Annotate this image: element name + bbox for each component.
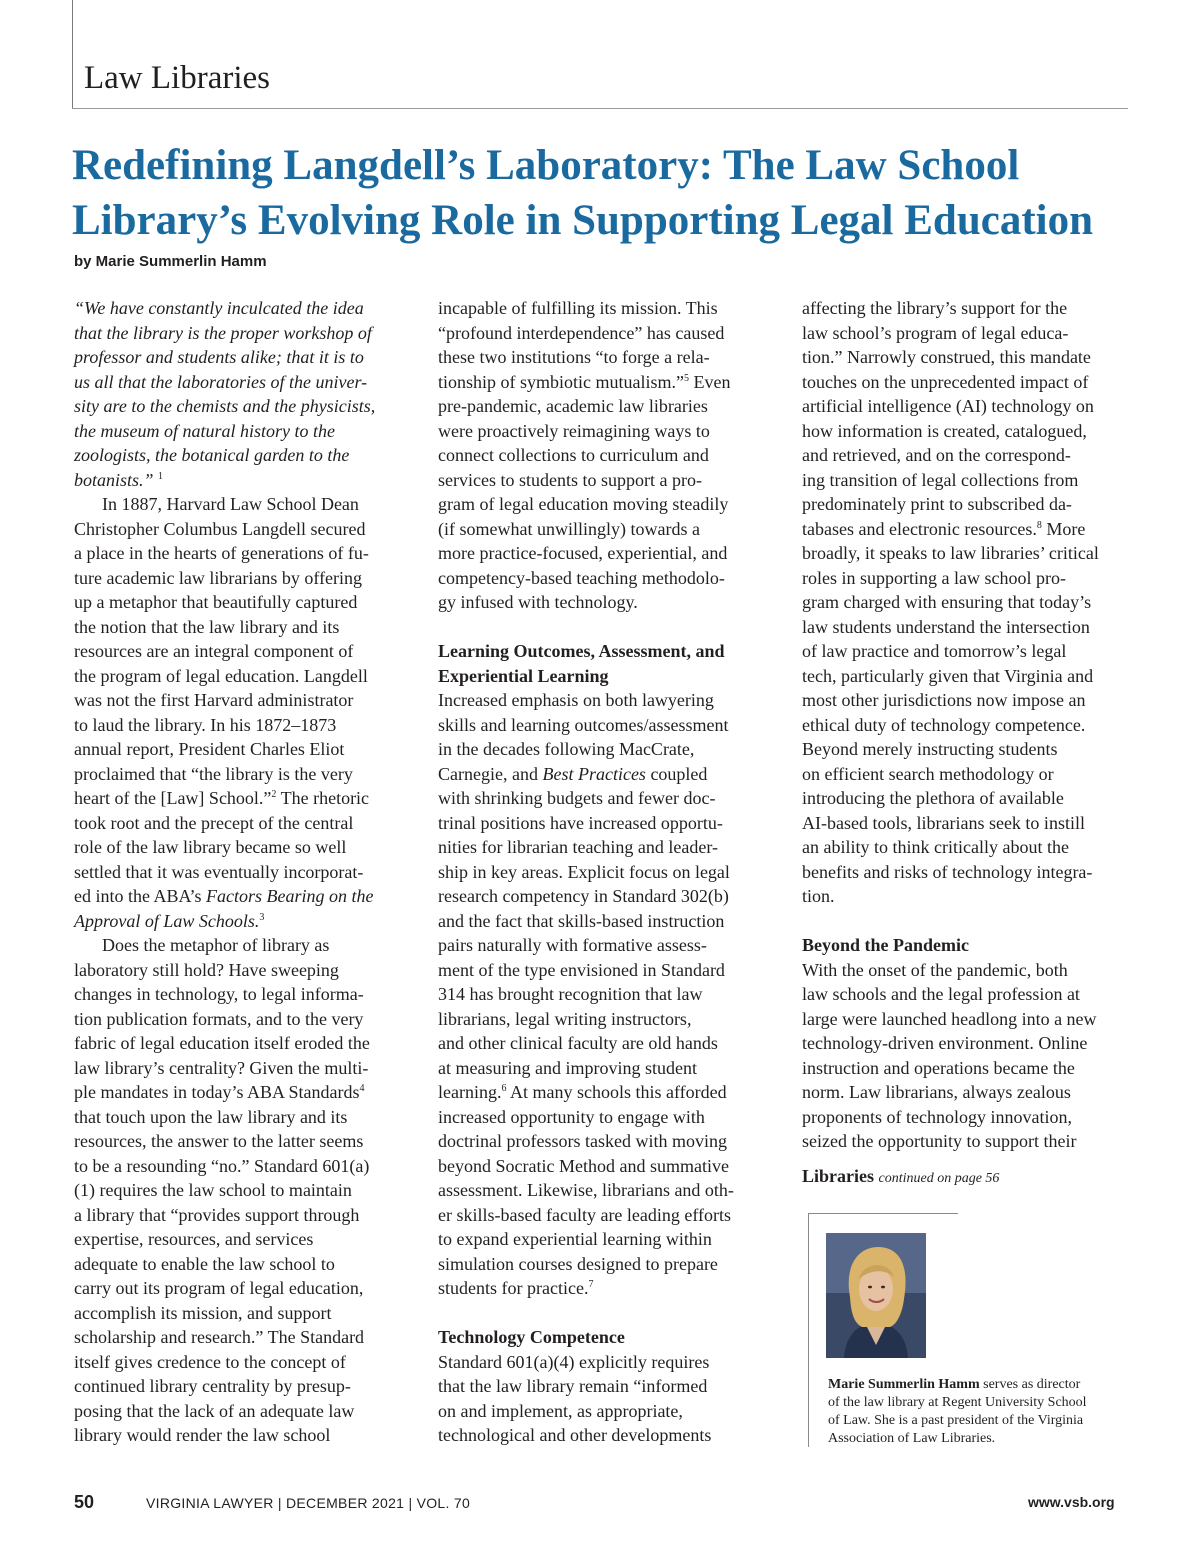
text-line: artificial intelligence (AI) technology on <box>802 396 1094 416</box>
text-line: ture academic law librarians by offering <box>74 567 363 588</box>
text-line: the museum of natural history to the <box>74 420 335 441</box>
text-line: roles in supporting a law school pro- <box>802 567 1066 588</box>
text-line: nities for librarian teaching and leader- <box>438 837 719 857</box>
section-heading: Law Libraries <box>84 60 270 96</box>
bio-line: Association of Law Libraries. <box>828 1431 996 1446</box>
title-line: Library’s Evolving Role in Supporting Legal Education <box>72 197 1094 244</box>
footnote-ref: 6 <box>501 1083 507 1094</box>
text-line: to laud the library. In his 1872–1873 <box>74 714 337 735</box>
bio-box-rule <box>808 1213 809 1447</box>
text-line: pre-pandemic, academic law libraries <box>438 396 708 416</box>
text-line: law schools and the legal profession at <box>802 984 1080 1004</box>
text-line: posing that the lack of an adequate law <box>74 1400 355 1421</box>
text-line: a library that “provides support through <box>74 1204 360 1225</box>
text-line: ed into the ABA’s Factors Bearing on the <box>74 886 374 906</box>
subheading: Experiential Learning <box>438 665 609 686</box>
text-line: ing transition of legal collections from <box>802 469 1079 490</box>
title-line: Redefining Langdell’s Laboratory: The Law School <box>72 142 1020 189</box>
text-line: touches on the unprecedented impact of <box>802 371 1089 392</box>
text-line: broadly, it speaks to law libraries’ critical <box>802 543 1099 563</box>
text-line: sity are to the chemists and the physicists, <box>74 396 376 416</box>
text-line: professor and students alike; that it is to <box>74 347 364 367</box>
author-name: Marie Summerlin Hamm <box>828 1377 980 1392</box>
bio-line: Marie Summerlin Hamm serves as director <box>828 1377 1081 1392</box>
text-line: us all that the laboratories of the univer- <box>74 371 368 392</box>
text-line: heart of the [Law] School.”$^2$ The rhetoric <box>74 788 370 808</box>
text-line: on efficient search methodology or <box>802 763 1054 784</box>
header-vertical-rule <box>72 0 73 108</box>
text-line: resources, the answer to the latter seems <box>74 1131 364 1151</box>
subheading: Technology Competence <box>438 1327 625 1347</box>
text-line: most other jurisdictions now impose an <box>802 690 1086 710</box>
text-line: how information is created, catalogued, <box>802 420 1087 441</box>
text-line: 314 has brought recognition that law <box>438 984 703 1004</box>
continued-word: Libraries <box>802 1166 874 1186</box>
text-line: law library’s centrality? Given the multi- <box>74 1057 369 1078</box>
footnote-ref: 7 <box>588 1279 594 1290</box>
text-line: Beyond merely instructing students <box>802 739 1058 759</box>
text-line: gram of legal education moving steadily <box>438 494 729 514</box>
text-line: in the decades following MacCrate, <box>438 739 695 759</box>
article-title <box>72 138 1162 248</box>
page-number: 50 <box>74 1492 95 1512</box>
text-line: introducing the plethora of available <box>802 788 1064 808</box>
subheading: Beyond the Pandemic <box>802 935 970 955</box>
text-line: accomplish its mission, and support <box>74 1302 332 1323</box>
text-line: at measuring and improving student <box>438 1057 697 1078</box>
text-line: Increased emphasis on both lawyering <box>438 690 714 710</box>
text-line: were proactively reimagining ways to <box>438 420 710 441</box>
text-line: and retrieved, and on the correspond- <box>802 445 1071 465</box>
text-line: assessment. Likewise, librarians and oth- <box>438 1180 734 1200</box>
footnote-ref: 3 <box>259 911 265 923</box>
text-line: proclaimed that “the library is the very <box>74 763 353 784</box>
text-line: students for practice.$^7$ <box>438 1278 594 1298</box>
text-line: changes in technology, to legal informa- <box>74 984 364 1004</box>
text-line: er skills-based faculty are leading efforts <box>438 1204 732 1225</box>
text-line: scholarship and research.” The Standard <box>74 1327 365 1347</box>
footnote-ref: 1 <box>158 470 164 482</box>
text-line: to expand experiential learning within <box>438 1229 712 1249</box>
magazine-issue: VIRGINIA LAWYER | DECEMBER 2021 | VOL. 70 <box>146 1495 471 1511</box>
text-line: predominately print to subscribed da- <box>802 494 1072 514</box>
text-line: more practice-focused, experiential, and <box>438 543 728 563</box>
text-line: fabric of legal education itself eroded the <box>74 1033 370 1053</box>
text-line: ship in key areas. Explicit focus on legal <box>438 861 730 882</box>
text-column-1 <box>74 296 414 1448</box>
text-line: continued library centrality by presup- <box>74 1376 351 1396</box>
text-line: the program of legal education. Langdell <box>74 665 368 686</box>
text-line: doctrinal professors tasked with moving <box>438 1131 727 1151</box>
text-line: ple mandates in today’s ABA Standards$^4$ <box>74 1082 365 1102</box>
text-line: pairs naturally with formative assess- <box>438 935 707 955</box>
text-line: affecting the library’s support for the <box>802 298 1068 318</box>
text-line: up a metaphor that beautifully captured <box>74 592 358 612</box>
text-line: with shrinking budgets and fewer doc- <box>438 788 716 808</box>
text-line: that the law library remain “informed <box>438 1376 708 1396</box>
text-line: role of the law library became so well <box>74 837 347 857</box>
text-line: these two institutions “to forge a rela- <box>438 347 710 367</box>
bio-line: of the law library at Regent University School <box>828 1395 1087 1410</box>
text-line: “We have constantly inculcated the idea <box>74 298 364 318</box>
text-line: that touch upon the law library and its <box>74 1106 348 1127</box>
text-column-2 <box>438 296 778 1448</box>
text-line: tech, particularly given that Virginia and <box>802 665 1094 686</box>
text-line: law school’s program of legal educa- <box>802 322 1069 343</box>
text-line: skills and learning outcomes/assessment <box>438 714 729 735</box>
text-column-3 <box>802 296 1142 1154</box>
text-line: incapable of fulfilling its mission. This <box>438 298 718 318</box>
text-line: to be a resounding “no.” Standard 601(a) <box>74 1155 370 1176</box>
text-line: was not the first Harvard administrator <box>74 690 354 710</box>
text-line: learning.$^6$ At many schools this afforded <box>438 1082 727 1102</box>
text-line: benefits and risks of technology integra- <box>802 861 1093 882</box>
text-line: law students understand the intersection <box>802 616 1090 637</box>
text-line: laboratory still hold? Have sweeping <box>74 959 339 980</box>
text-line: botanists.” $^1$ <box>74 469 164 490</box>
text-line: tion.” Narrowly construed, this mandate <box>802 347 1091 367</box>
text-line: connect collections to curriculum and <box>438 445 709 465</box>
text-line: zoologists, the botanical garden to the <box>74 445 350 465</box>
text-line: gram charged with ensuring that today’s <box>802 592 1092 612</box>
text-line: tabases and electronic resources.$^8$ More <box>802 518 1086 539</box>
text-line: In 1887, Harvard Law School Dean <box>102 494 359 514</box>
author-bio <box>828 1376 1128 1448</box>
continued-note <box>802 1166 999 1187</box>
text-line: research competency in Standard 302(b) <box>438 886 729 906</box>
text-line: ethical duty of technology competence. <box>802 714 1086 735</box>
text-line: “profound interdependence” has caused <box>438 322 725 343</box>
text-line: the notion that the law library and its <box>74 616 340 637</box>
author-photo <box>826 1233 926 1358</box>
text-line: Christopher Columbus Langdell secured <box>74 518 366 539</box>
text-line: library would render the law school <box>74 1425 331 1445</box>
text-line: tion publication formats, and to the very <box>74 1008 364 1029</box>
author-portrait-illustration <box>826 1233 926 1358</box>
text-line: competency-based teaching methodolo- <box>438 567 725 588</box>
text-line: simulation courses designed to prepare <box>438 1253 718 1274</box>
text-line: adequate to enable the law school to <box>74 1253 335 1274</box>
header-horizontal-rule <box>72 108 1128 109</box>
footnote-ref: 8 <box>1036 519 1042 531</box>
text-line: of law practice and tomorrow’s legal <box>802 641 1067 661</box>
text-line: With the onset of the pandemic, both <box>802 959 1068 980</box>
text-line: carry out its program of legal education, <box>74 1278 364 1298</box>
text-line: tionship of symbiotic mutualism.”$^5$ Even <box>438 371 731 392</box>
text-line: annual report, President Charles Eliot <box>74 739 345 759</box>
text-line: beyond Socratic Method and summative <box>438 1155 729 1176</box>
text-line: trinal positions have increased opportu- <box>438 812 723 833</box>
text-line: (1) requires the law school to maintain <box>74 1180 352 1200</box>
bio-line: of Law. She is a past president of the Virginia <box>828 1413 1084 1428</box>
website-url: www.vsb.org <box>1028 1494 1115 1510</box>
paragraph-gap <box>802 909 1142 934</box>
text-line: Carnegie, and Best Practices coupled <box>438 763 708 784</box>
text-line: Approval of Law Schools.$^3$ <box>74 910 265 931</box>
text-line: on and implement, as appropriate, <box>438 1400 683 1421</box>
subheading: Learning Outcomes, Assessment, and <box>438 641 725 661</box>
text-line: a place in the hearts of generations of fu- <box>74 543 369 563</box>
paragraph-gap <box>438 615 778 640</box>
text-line: settled that it was eventually incorporat- <box>74 861 364 882</box>
text-line: resources are an integral component of <box>74 641 354 661</box>
text-line: large were launched headlong into a new <box>802 1008 1097 1029</box>
text-line: tion. <box>802 886 835 906</box>
footnote-ref: 5 <box>684 372 689 384</box>
text-line: expertise, resources, and services <box>74 1229 314 1249</box>
text-line: proponents of technology innovation, <box>802 1106 1072 1127</box>
text-line: technology-driven environment. Online <box>802 1033 1088 1053</box>
text-line: (if somewhat unwillingly) towards a <box>438 518 700 539</box>
text-line: increased opportunity to engage with <box>438 1106 705 1127</box>
text-line: Does the metaphor of library as <box>102 935 330 955</box>
bio-box-rule <box>808 1213 958 1214</box>
footnote-ref: 2 <box>271 789 277 800</box>
text-line: technological and other developments <box>438 1425 712 1445</box>
byline: by Marie Summerlin Hamm <box>74 253 267 270</box>
footnote-ref: 4 <box>359 1083 365 1094</box>
text-line: services to students to support a pro- <box>438 469 702 490</box>
text-line: AI-based tools, librarians seek to instill <box>802 812 1085 833</box>
text-line: Standard 601(a)(4) explicitly requires <box>438 1351 710 1372</box>
text-line: took root and the precept of the central <box>74 812 354 833</box>
text-line: norm. Law librarians, always zealous <box>802 1082 1071 1102</box>
text-line: seized the opportunity to support their <box>802 1131 1077 1151</box>
text-line: librarians, legal writing instructors, <box>438 1008 692 1029</box>
text-line: ment of the type envisioned in Standard <box>438 959 725 980</box>
text-line: that the library is the proper workshop of <box>74 322 372 343</box>
text-line: gy infused with technology. <box>438 592 638 612</box>
paragraph-gap <box>438 1301 778 1326</box>
continued-page: continued on page 56 <box>878 1171 1000 1186</box>
text-line: and other clinical faculty are old hands <box>438 1033 718 1053</box>
text-line: and the fact that skills-based instruction <box>438 910 725 931</box>
text-line: an ability to think critically about the <box>802 837 1069 857</box>
text-line: itself gives credence to the concept of <box>74 1351 346 1372</box>
text-line: instruction and operations became the <box>802 1057 1075 1078</box>
